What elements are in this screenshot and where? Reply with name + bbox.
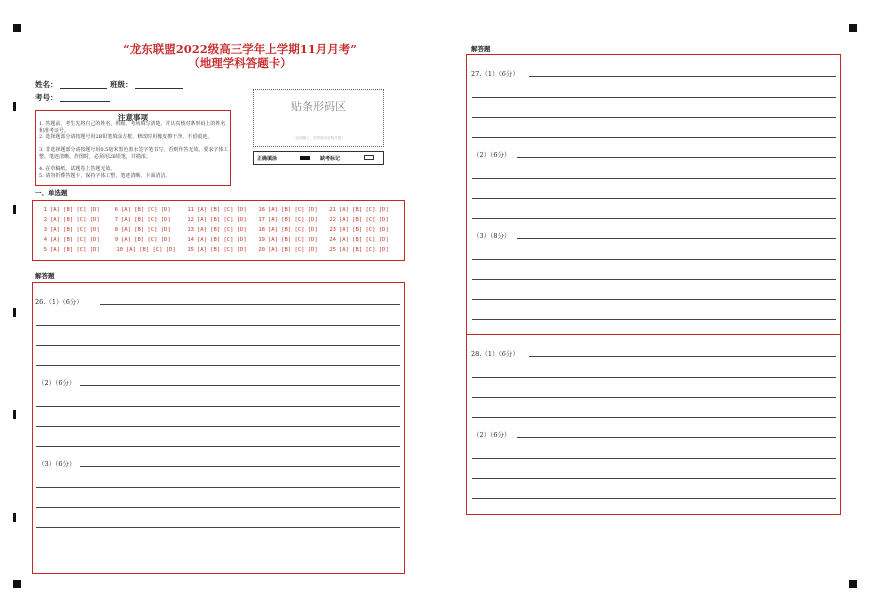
notice-item: 2. 选择题部分请按题号用2B铅笔填涂方框，修改时用橡皮擦干净，不留痕迹。	[39, 134, 213, 140]
barcode-area	[253, 89, 384, 147]
page-subtitle: （地理学科答题卡）	[188, 56, 292, 70]
mc-option-bubbles[interactable]: [A] [B] [C] [D]	[268, 207, 318, 213]
mc-option-bubbles[interactable]: [A] [B] [C] [D]	[121, 207, 171, 213]
mc-question-number: 2	[43, 217, 47, 223]
notice-item: 3. 非选择题部分请按题号用0.5毫米黑色墨水签字笔书写，否则作答无效。要求字体工整、笔迹清晰。作图时，必须用2B铅笔，并描浓。	[39, 147, 229, 160]
answer-line[interactable]	[472, 377, 836, 378]
mc-question-22[interactable]	[325, 217, 389, 223]
exam-number-label: 考号：	[35, 93, 58, 102]
mc-option-bubbles[interactable]: [A] [B] [C] [D]	[197, 237, 247, 243]
mc-option-bubbles[interactable]: [A] [B] [C] [D]	[197, 227, 247, 233]
answer-line[interactable]	[472, 218, 836, 219]
answer-line[interactable]	[472, 397, 836, 398]
mc-question-21[interactable]	[325, 207, 389, 213]
mc-question-5[interactable]	[41, 247, 100, 253]
timing-mark	[13, 308, 16, 317]
answer-line[interactable]	[80, 466, 400, 467]
mc-option-bubbles[interactable]: [A] [B] [C] [D]	[126, 247, 176, 253]
mc-question-15[interactable]	[183, 247, 247, 253]
mc-question-2[interactable]	[41, 217, 100, 223]
absent-mark-box[interactable]	[364, 155, 374, 160]
question-label: 28.（1）（6分）	[471, 350, 519, 358]
answer-line[interactable]	[472, 137, 836, 138]
mc-question-number: 25	[329, 247, 336, 253]
class-label: 班级：	[110, 80, 133, 89]
mc-question-number: 23	[329, 227, 336, 233]
answer-line[interactable]	[80, 385, 400, 386]
mc-question-13[interactable]	[183, 227, 247, 233]
mc-question-number: 12	[187, 217, 194, 223]
mc-option-bubbles[interactable]: [A] [B] [C] [D]	[268, 217, 318, 223]
mc-question-10[interactable]	[112, 247, 176, 253]
answer-line[interactable]	[529, 76, 836, 77]
mc-question-6[interactable]	[112, 207, 171, 213]
mc-option-bubbles[interactable]: [A] [B] [C] [D]	[268, 247, 318, 253]
answer-line[interactable]	[100, 304, 400, 305]
mc-option-bubbles[interactable]: [A] [B] [C] [D]	[121, 217, 171, 223]
mc-question-25[interactable]	[325, 247, 389, 253]
mc-question-number: 11	[187, 207, 194, 213]
answer-box-q26	[32, 282, 405, 574]
barcode-title: 贴条形码区	[291, 100, 346, 113]
mc-section-heading: 一、单选题	[35, 189, 68, 197]
registration-mark	[13, 24, 21, 32]
mc-question-number: 16	[258, 207, 265, 213]
registration-mark	[849, 24, 857, 32]
mc-question-number: 3	[43, 227, 47, 233]
answer-box-q28	[466, 334, 841, 515]
mc-question-number: 10	[116, 247, 123, 253]
mc-option-bubbles[interactable]: [A] [B] [C] [D]	[121, 227, 171, 233]
mc-option-bubbles[interactable]: [A] [B] [C] [D]	[50, 207, 100, 213]
mc-option-bubbles[interactable]: [A] [B] [C] [D]	[339, 247, 389, 253]
answer-line[interactable]	[36, 507, 400, 508]
timing-mark	[13, 513, 16, 522]
timing-mark	[13, 410, 16, 419]
mc-question-number: 21	[329, 207, 336, 213]
mc-question-number: 14	[187, 237, 194, 243]
mc-question-number: 4	[43, 237, 47, 243]
mc-question-19[interactable]	[254, 237, 318, 243]
answer-line[interactable]	[36, 487, 400, 488]
mc-option-bubbles[interactable]: [A] [B] [C] [D]	[121, 237, 171, 243]
answer-box-q27	[466, 54, 841, 335]
mc-option-bubbles[interactable]: [A] [B] [C] [D]	[268, 227, 318, 233]
mc-question-number: 19	[258, 237, 265, 243]
answer-line[interactable]	[472, 319, 836, 320]
mc-option-bubbles[interactable]: [A] [B] [C] [D]	[50, 227, 100, 233]
answer-line[interactable]	[472, 117, 836, 118]
mc-answer-box	[32, 200, 405, 261]
mc-option-bubbles[interactable]: [A] [B] [C] [D]	[339, 237, 389, 243]
answer-line[interactable]	[36, 365, 400, 366]
mc-option-bubbles[interactable]: [A] [B] [C] [D]	[339, 207, 389, 213]
answer-section-heading: 解答题	[471, 45, 491, 53]
answer-line[interactable]	[36, 527, 400, 528]
class-field[interactable]	[135, 88, 183, 89]
answer-line[interactable]	[36, 345, 400, 346]
mc-question-12[interactable]	[183, 217, 247, 223]
question-label: （3）（8分）	[473, 232, 511, 240]
mc-question-8[interactable]	[112, 227, 171, 233]
mc-question-number: 1	[43, 207, 47, 213]
answer-line[interactable]	[472, 498, 836, 499]
mc-question-7[interactable]	[112, 217, 171, 223]
mc-question-3[interactable]	[41, 227, 100, 233]
mc-question-number: 17	[258, 217, 265, 223]
correct-fill-sample	[300, 156, 310, 160]
answer-section-heading: 解答题	[35, 272, 55, 280]
notice-title: 注意事项	[118, 113, 148, 122]
mc-question-4[interactable]	[41, 237, 100, 243]
answer-line[interactable]	[36, 406, 400, 407]
question-label: 26.（1）（6分）	[35, 298, 83, 306]
answer-line[interactable]	[472, 458, 836, 459]
mc-question-24[interactable]	[325, 237, 389, 243]
fill-flags	[253, 151, 384, 165]
answer-line[interactable]	[36, 325, 400, 326]
answer-line[interactable]	[472, 299, 836, 300]
mc-question-20[interactable]	[254, 247, 318, 253]
answer-line[interactable]	[472, 478, 836, 479]
timing-mark	[13, 205, 16, 214]
notice-box	[35, 110, 231, 186]
mc-question-14[interactable]	[183, 237, 247, 243]
answer-line[interactable]	[36, 446, 400, 447]
correct-fill-label: 正确填涂	[257, 156, 278, 162]
question-label: （2）（6分）	[38, 379, 76, 387]
mc-option-bubbles[interactable]: [A] [B] [C] [D]	[339, 217, 389, 223]
answer-line[interactable]	[472, 97, 836, 98]
answer-line[interactable]	[517, 437, 836, 438]
notice-item: 1. 答题前，考生先将自己的姓名、班级、考场填写清楚，并认真核对条形码上的姓名和准考证号。	[39, 121, 226, 134]
registration-mark	[849, 580, 857, 588]
mc-question-number: 24	[329, 237, 336, 243]
mc-option-bubbles[interactable]: [A] [B] [C] [D]	[197, 247, 247, 253]
mc-option-bubbles[interactable]: [A] [B] [C] [D]	[339, 227, 389, 233]
mc-question-number: 6	[114, 207, 118, 213]
mc-question-18[interactable]	[254, 227, 318, 233]
mc-question-number: 5	[43, 247, 47, 253]
question-label: （3）（6分）	[38, 460, 76, 468]
mc-question-number: 13	[187, 227, 194, 233]
mc-question-11[interactable]	[183, 207, 247, 213]
question-label: 27.（1）（6分）	[471, 70, 519, 78]
mc-question-16[interactable]	[254, 207, 318, 213]
answer-line[interactable]	[472, 259, 836, 260]
mc-question-number: 8	[114, 227, 118, 233]
name-field[interactable]	[60, 88, 107, 89]
answer-line[interactable]	[517, 157, 836, 158]
mc-question-number: 22	[329, 217, 336, 223]
mc-option-bubbles[interactable]: [A] [B] [C] [D]	[197, 207, 247, 213]
answer-line[interactable]	[472, 279, 836, 280]
timing-mark	[13, 102, 16, 111]
mc-option-bubbles[interactable]: [A] [B] [C] [D]	[197, 217, 247, 223]
mc-question-number: 7	[114, 217, 118, 223]
name-label: 姓名：	[35, 80, 58, 89]
mc-question-number: 15	[187, 247, 194, 253]
answer-line[interactable]	[517, 238, 836, 239]
mc-option-bubbles[interactable]: [A] [B] [C] [D]	[268, 237, 318, 243]
question-label: （2）（6分）	[473, 151, 511, 159]
mc-question-9[interactable]	[112, 237, 171, 243]
answer-line[interactable]	[472, 198, 836, 199]
mc-question-17[interactable]	[254, 217, 318, 223]
absent-mark-label: 缺考标记	[320, 156, 341, 162]
barcode-note: （正面朝上，切勿贴出虚线方框）	[292, 136, 345, 140]
notice-item: 5. 请勿折叠答题卡，保持字体工整、笔迹清晰、卡面清洁。	[39, 173, 171, 179]
mc-question-number: 9	[114, 237, 118, 243]
notice-item: 4. 在草稿纸、试题卷上答题无效。	[39, 166, 116, 172]
answer-line[interactable]	[529, 356, 836, 357]
registration-mark	[13, 580, 21, 588]
mc-option-bubbles[interactable]: [A] [B] [C] [D]	[50, 217, 100, 223]
answer-line[interactable]	[472, 417, 836, 418]
mc-question-number: 20	[258, 247, 265, 253]
answer-line[interactable]	[36, 426, 400, 427]
page-title: “龙东联盟2022级高三学年上学期11月月考”	[123, 42, 357, 56]
mc-question-23[interactable]	[325, 227, 389, 233]
mc-question-number: 18	[258, 227, 265, 233]
answer-line[interactable]	[472, 178, 836, 179]
question-label: （2）（6分）	[473, 431, 511, 439]
mc-question-1[interactable]	[41, 207, 100, 213]
mc-option-bubbles[interactable]: [A] [B] [C] [D]	[50, 237, 100, 243]
exam-number-field[interactable]	[60, 101, 110, 102]
mc-option-bubbles[interactable]: [A] [B] [C] [D]	[50, 247, 100, 253]
